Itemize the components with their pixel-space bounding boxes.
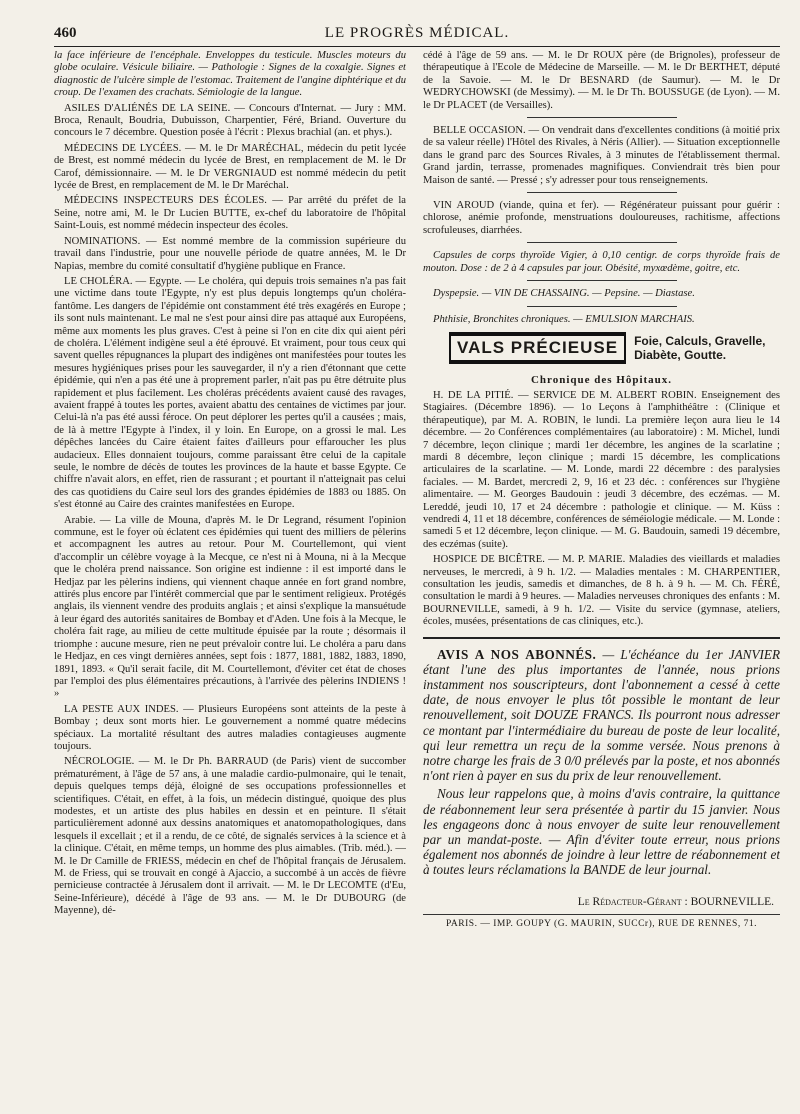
chronique-pitie: H. DE LA PITIÉ. — SERVICE DE M. ALBERT ROBIN. Enseignement des Stagiaires. (Décembre 1896). — 1o Leçons à l'amphithéâtre : (Clinique et thérapeutique), par M. A. ROBIN, le lundi. La première leçon aura lieu le 14 décembre. — 2o Conférences complémentaires (au laboratoire) : M. Michel, lundi 7 décembre, leçon clinique ; mardi 1er décembre, les angines de la scarlatine ; mardi 8 décembre, leçon clinique ; mardi 15 décembre, les complications articulaires de la scarlatine. — M. Londe, mardi 22 décembre : des paralysies faciales. — M. Bardet, mercredi 2, 9, 16 et 23 déc. : conférences sur l'hygiène alimentaire. — M. Georges Baudouin : jeudi 3 décembre, des eczémas. — M. Lereddé, jeudi 10, 17 et 24 décembre : pathologie et clinique. — M. Küss : vendredi 4, 11 et 18 décembre, conférences de séméiologie médicale. — M. Londe : samedi 5 et 12 décembre, leçon clinique. — M. G. Baudouin, samedi 19 décembre, des eczémas (suite). (423, 389, 780, 550)
exam-questions-continued: la face inférieure de l'encéphale. Enveloppes du testicule. Muscles moteurs du globe oculaire. Vésicule biliaire. — Pathologie : Signes de la coxalgie. Signes et diagnostic de l'ulcère simple de l'estomac. Traitement de l'angine diphtérique et du croup. De l'examen des crachats. Sémiologie de la langue. (54, 50, 406, 99)
notice-paragraph-2: Nous leur rappelons que, à moins d'avis contraire, la quittance de réabonnement leur sera présentée à partir du 15 janvier. Nous les engageons donc à nous envoyer de suite leur renouvellement par un mandat-poste. — Afin d'éviter toute erreur, nous prions également nos abonnés de joindre à leur lettre de réabonnement et à toutes leurs réclamations la BANDE de leur journal. (423, 786, 780, 878)
ad-capsules-vigier: Capsules de corps thyroïde Vigier, à 0,10 centigr. de corps thyroïde frais de mouton. Dose : de 2 à 4 capsules par jour. Obésité, myxœdème, goitre, etc. (423, 250, 780, 274)
article-nominations: NOMINATIONS. — Est nommé membre de la commission supérieure du travail dans l'industrie, pour une nouvelle période de quatre années, M. le Dr Napias, membre du comité consultatif d'hygiène publique en France. (54, 235, 406, 272)
vals-brand: VALS PRÉCIEUSE (449, 332, 626, 364)
ad-vin-aroud: VIN AROUD (viande, quina et fer). — Régénérateur puissant pour guérir : chlorose, anémie profonde, menstruations douloureuses, rachitisme, affections scrofuleuses, diarrhées. (423, 200, 780, 236)
divider (527, 117, 677, 118)
ad-belle-occasion: BELLE OCCASION. — On vendrait dans d'excellentes conditions (à moitié prix de sa valeur réelle) l'Hôtel des Rivales, à Néris (Allier). — Situation exceptionnelle dans le grand parc des Sources Rivales, à 3 minutes de l'établissement thermal. Grand jardin, terrasse, promenades magnifiques. Conviendrait très bien pour Maison de santé. — Pressé ; s'y adresser pour tous renseignements. (423, 125, 780, 186)
vals-indications (634, 334, 765, 362)
ad-vin-chassaing: Dyspepsie. — VIN DE CHASSAING. — Pepsine. — Diastase. (433, 288, 695, 300)
article-asiles-alienes: ASILES D'ALIÉNÉS DE LA SEINE. — Concours d'Internat. — Jury : MM. Broca, Renault, Boudria, Dubuisson, Charpentier, Féré, Briand. Ouverture du concours le 7 décembre. Question posée à l'écrit : Plexus brachial (an. et phys.). (54, 102, 406, 139)
vals-line-2: Diabète, Goutte. (634, 347, 727, 362)
journal-title: LE PROGRÈS MÉDICAL. (324, 25, 510, 41)
notice-paragraph-1 (423, 647, 780, 784)
chronique-title: Chronique des Hôpitaux. (530, 373, 673, 386)
article-cholera-egypte: LE CHOLÉRA. — Egypte. — Le choléra, qui depuis trois semaines n'a pas fait une victime dans toute l'Egypte, n'y est plus depuis longtemps qu'un choléra-fantôme. Les dangers de l'épidémie ont constamment été très exagérés en Europe ; ils sont nuls maintenant. Le mal ne s'est pour ainsi dire pas attaqué aux Européens, même aux moments les plus graves. C'est à peine si l'on en cite dix qui aient péri de choléra. L'élément indigène seul a été éprouvé. Et vraiment, pour tous ceux qui savent quelles répugnances la plupart des indigènes ont manifestées pour toutes les mesures hygiéniques prises pour les sauvegarder, il n'y a rien d'étonnant que cette épidémie, qui n'en a pas été une à proprement parler, n'ait pas pu être détruite plus rapidement et plus facilement. Les choléras précédents avaient causé des ravages, avaient frappé à toutes les portes, avaient abattu des centaines de victimes par jour. Celui-là n'a pas été aussi féroce. On peut déplorer les pertes qu'il a causées ; mais, de là à mettre l'Egypte à l'index, il y loin. En Europe, on a grossi le mal. Les dépêches lancées du Caire étaient faites d'ailleurs pour effaroucher les plus audacieux. Elles donnaient toujours, comme paraissant être celui de la capitale seule, le nombre de décès de toutes les provinces de la haute et basse Egypte. Ce chiffre n'avait alors, en effet, rien de rassurant ; et pourtant il n'atteignait pas celui des cas quotidiens du Caire seul lors des grandes épidémies de 1883 ou 1885. On s'est étonné au Caire des craintes manifestées en Europe. (54, 275, 406, 511)
ad-vals-precieuse (449, 332, 780, 364)
divider (527, 306, 677, 307)
page-header (54, 24, 780, 47)
article-medecins-inspecteurs: MÉDECINS INSPECTEURS DES ÉCOLES. — Par arrêté du préfet de la Seine, notre ami, M. le Dr Lucien BUTTE, ex-chef du laboratoire de l'hôpital Saint-Louis, est nommé médecin inspecteur des écoles. (54, 195, 406, 232)
left-column (54, 50, 406, 1100)
divider (527, 280, 677, 281)
article-peste-indes: LA PESTE AUX INDES. — Plusieurs Européens sont atteints de la peste à Bombay ; deux sont morts hier. Le gouvernement a nommé quatre médecins spéciaux. La mortalité résultant des autres maladies contagieuses augmente toujours. (54, 703, 406, 752)
divider (527, 192, 677, 193)
divider (527, 242, 677, 243)
article-cholera-arabie: Arabie. — La ville de Mouna, d'après M. le Dr Legrand, résument l'opinion commune, est le foyer où éclatent ces épidémies qui tuent des milliers de pèlerins et accompagnent les autres au retour. Pour M. Courtellemont, qui vient d'accomplir un célèbre voyage à la Mecque, ce n'est ni à Mouna, ni à la Mecque que le choléra prend naissance. Son origine est indienne : il est importé dans le Hedjaz par les pèlerins indiens, qui viennent chaque année en fort grand nombre, attirés plus encore par l'intérêt commercial que par le sentiment religieux. Protégés anglais, ils viennent vendre des produits anglais ; et ainsi s'explique la mansuétude à leur égard des autorités sanitaires de Bombay et d'Aden. Une fois à la Mecque, le choléra fait rage, au milieu de cette multitude épuisée par la route ; désormais il triomphe : aucune mesure, rien ne peut prévaloir contre lui. Le choléra a paru dans le Hedjaz, en ces vingt dernières années, sept fois : 1877, 1881, 1882, 1883, 1890, 1891, 1893. « Qu'il serait facile, dit M. Courtellemont, d'éviter cet état de choses par l'emploi des plus élémentaires précautions, à l'arrivée des pèlerins INDIENS ! » (54, 514, 406, 700)
article-medecins-lycees: MÉDECINS DE LYCÉES. — M. le Dr MARÉCHAL, médecin du petit lycée de Brest, est nommé médecin du lycée de Brest, en remplacement de M. le Dr Carof, démissionnaire. — M. le Dr VERGNIAUD est nommé médecin du petit lycée de Brest, en remplacement de M. le Dr Maréchal. (54, 142, 406, 192)
printer-imprint: PARIS. — IMP. GOUPY (G. MAURIN, SUCCr), RUE DE RENNES, 71. (423, 914, 780, 929)
vals-line-1: Foie, Calculs, Gravelle, (634, 333, 766, 348)
page-number: 460 (54, 25, 77, 41)
article-necrologie: NÉCROLOGIE. — M. le Dr Ph. BARRAUD (de Paris) vient de succomber prématurément, à l'âge de 57 ans, à une maladie cardio-pulmonaire, qui le tenait, depuis quelques temps déjà, éloigné de ses occupations professionnelles et scientifiques. C'était, en effet, à la fois, un médecin distingué, quoique des plus modestes, et un artiste des plus habiles en dessin et en peinture. Il s'était particulièrement adonné aux dessins anatomiques et anatomopathologiques, dans lesquels il excellait ; et il a rendu, de ce côté, de signalés services à la science et à la clinique. C'était, en même temps, un homme des plus aimables. (Trib. méd.). — M. le Dr Camille de FRIESS, médecin en chef de l'hôpital français de Jérusalem. M. de Friess, qui se trouvait en congé à Ajaccio, a succombé à un accès de fièvre pernicieuse contractée à Jérusalem dont il arrivait. — M. le Dr LECOMTE (d'Eu, Seine-Inférieure), décédé à l'âge de 93 ans. — M. le Dr DUBOURG (de Mayenne), dé- (54, 756, 406, 917)
notice-abonnes (423, 637, 780, 878)
notice-text-1: — L'échéance du 1er JANVIER étant l'une des plus importantes de l'année, nous prions instamment nos souscripteurs, dont l'abonnement a cessé à cette date, de nous envoyer le plus tôt possible le montant de leur renouvellement, soit DOUZE FRANCS. Ils pourront nous adresser ce montant par l'intermédiaire du bureau de poste de leur localité, qui leur remettra un reçu de la somme versée. Nous prenons à notre charge les frais de 3 0/0 prélevés par la poste, et nos abonnés n'ont rien à payer en sus du prix de leur renouvellement. (423, 646, 780, 784)
chronique-bicetre: HOSPICE DE BICÊTRE. — M. P. MARIE. Maladies des vieillards et maladies nerveuses, le mercredi, à 9 h. 1/2. — Maladies mentales : M. CHARPENTIER, consultation les jeudis, samedis et dimanches, de 8 h. à 9 h. — M. Ch. FÉRÉ, consultation le mardi à 9 heures. — Maladies nerveuses chroniques des enfants : M. BOURNEVILLE, samedi, à 9 h. 1/2. — Visite du service (gymnase, ateliers, écoles, musées, présentations de cas cliniques, etc.). (423, 554, 780, 628)
signature: Le Rédacteur-Gérant : BOURNEVILLE. (577, 895, 774, 908)
right-column (423, 50, 780, 1100)
notice-title: AVIS A NOS ABONNÉS. (437, 646, 597, 662)
ad-emulsion-marchais: Phthisie, Bronchites chroniques. — EMULSION MARCHAIS. (433, 313, 695, 325)
necrologie-continued: cédé à l'âge de 59 ans. — M. le Dr ROUX père (de Brignoles), professeur de thérapeutique à l'Ecole de Médecine de Marseille. — M. le Dr BERTHET, député de la Savoie. — M. le Dr BESNARD (de Saumur). — M. le Dr WEDRYCHOWSKI (de Messimy). — M. le Dr Th. BOUSSUGE (de Lyon). — M. le Dr PLACET (de Versailles). (423, 50, 780, 111)
